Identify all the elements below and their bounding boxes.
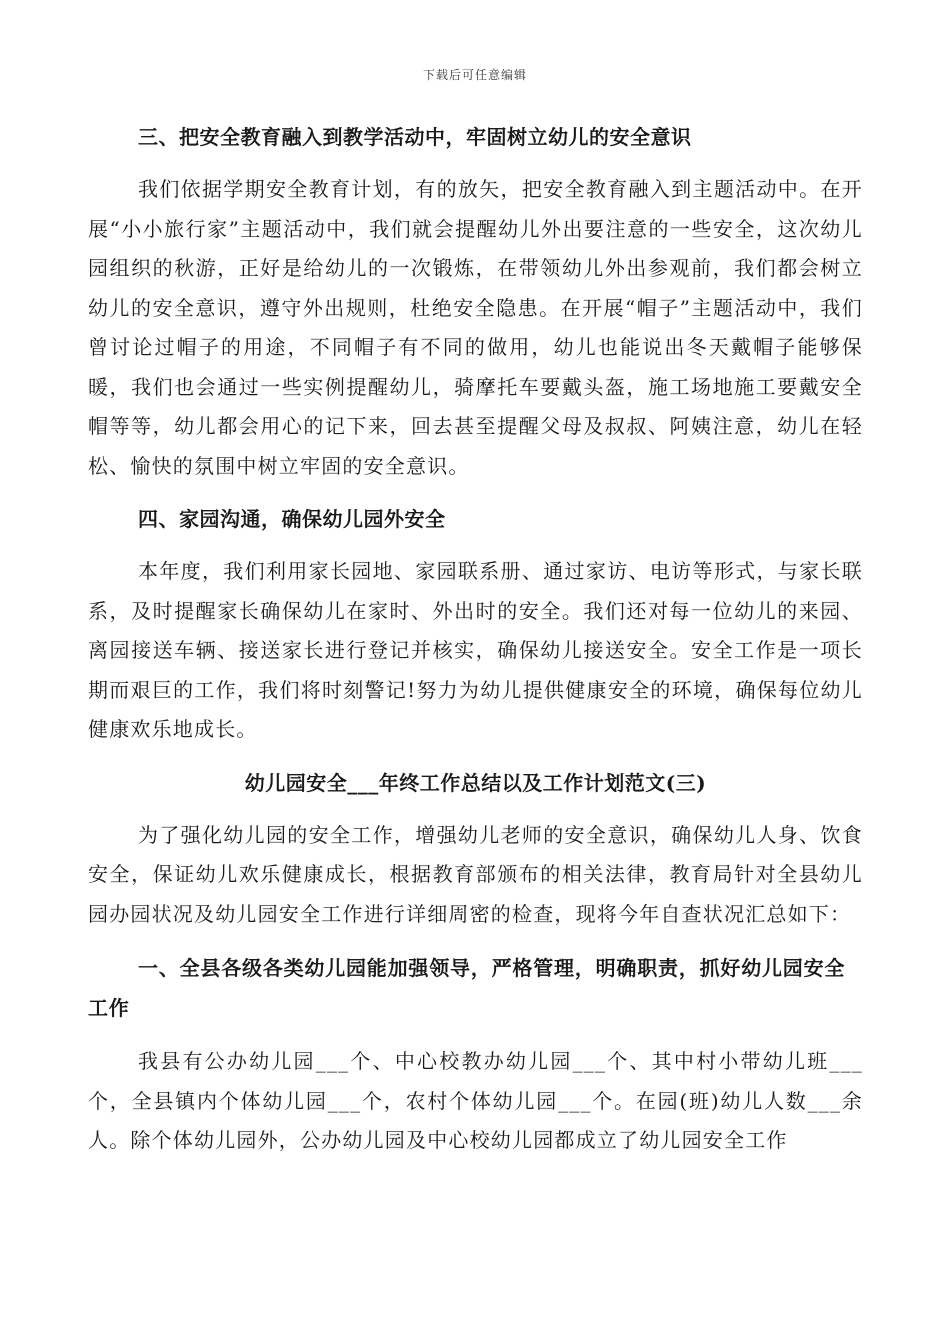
document-3-intro: 为了强化幼儿园的安全工作，增强幼儿老师的安全意识，确保幼儿人身、饮食安全，保证幼儿欢乐健康成长，根据教育部颁布的相关法律，教育局针对全县幼儿园办园状况及幼儿园安全工作进行详细周密的检查，现将今年自查状况汇总如下： xyxy=(88,822,863,926)
section-3-paragraph: 我们依据学期安全教育计划，有的放矢，把安全教育融入到主题活动中。在开展“小小旅行家”主题活动中，我们就会提醒幼儿外出要注意的一些安全，这次幼儿园组织的秋游，正好是给幼儿的一次锻炼，在带领幼儿外出参观前，我们都会树立幼儿的安全意识，遵守外出规则，杜绝安全隐患。在开展“帽子”主题活动中，我们曾讨论过帽子的用途，不同帽子有不同的做用，幼儿也能说出冬天戴帽子能够保暖，我们也会通过一些实例提醒幼儿，骑摩托车要戴头盔，施工场地施工要戴安全帽等等，幼儿都会用心的记下来，回去甚至提醒父母及叔叔、阿姨注意，幼儿在轻松、愉快的氛围中树立牢固的安全意识。 xyxy=(88,177,863,478)
document-body xyxy=(88,118,863,1161)
section-4-paragraph: 本年度，我们利用家长园地、家园联系册、通过家访、电访等形式，与家长联系，及时提醒家长确保幼儿在家时、外出时的安全。我们还对每一位幼儿的来园、离园接送车辆、接送家长进行登记并核实，确保幼儿接送安全。安全工作是一项长期而艰巨的工作，我们将时刻警记!努力为幼儿提供健康安全的环境，确保每位幼儿健康欢乐地成长。 xyxy=(88,559,863,741)
section-4-heading: 四、家园沟通，确保幼儿园外安全 xyxy=(138,507,446,531)
header-note: 下载后可任意编辑 xyxy=(422,68,527,82)
document-3-section-1-paragraph: 我县有公办幼儿园___个、中心校教办幼儿园___个、其中村小带幼儿班___个，全县镇内个体幼儿园___个，农村个体幼儿园___个。在园(班)幼儿人数___余人。除个体幼儿园外，公办幼儿园及中心校幼儿园都成立了幼儿园安全工作 xyxy=(88,1049,863,1152)
section-3-heading: 三、把安全教育融入到教学活动中，牢固树立幼儿的安全意识 xyxy=(138,125,692,149)
document-3-section-1-heading: 一、全县各级各类幼儿园能加强领导，严格管理，明确职责，抓好幼儿园安全工作 xyxy=(88,956,846,1020)
document-3-title: 幼儿园安全___年终工作总结以及工作计划范文(三) xyxy=(244,770,707,795)
